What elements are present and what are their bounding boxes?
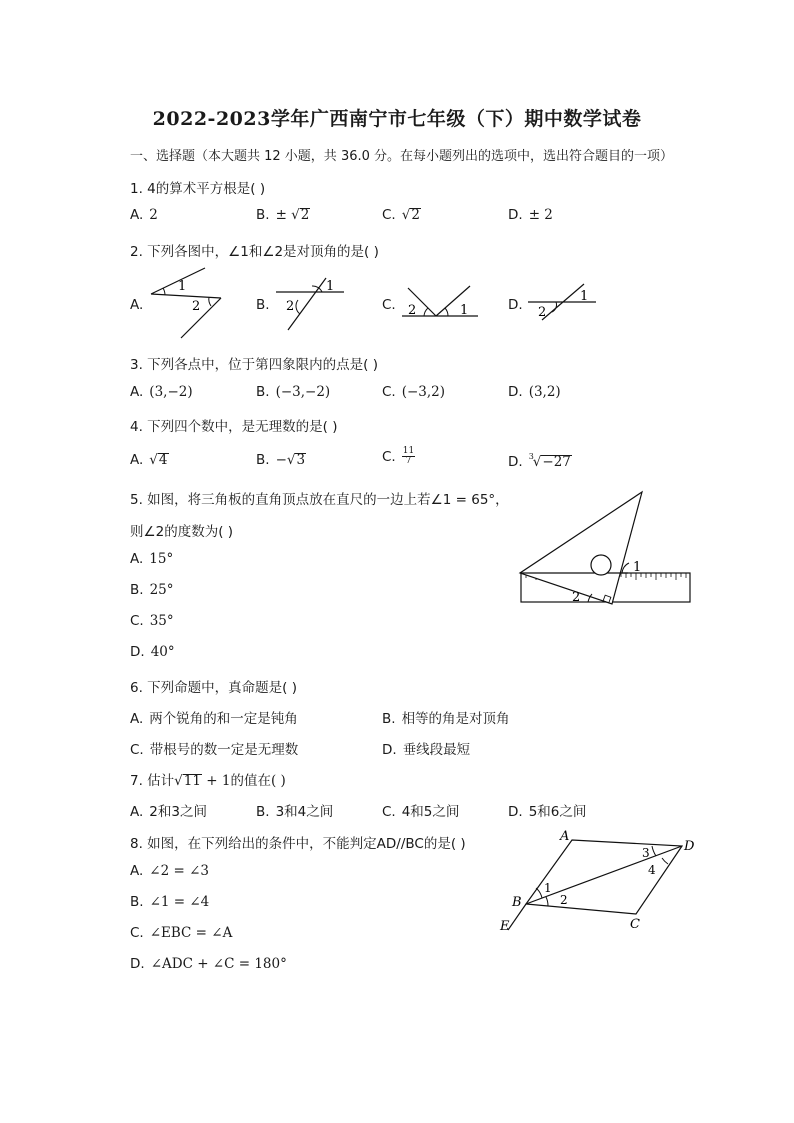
q2d-label-2: 2 — [538, 305, 547, 320]
q1-option-a[interactable]: A. 2 — [130, 207, 158, 223]
q2b-label-2: 2 — [286, 299, 295, 314]
q6-option-b[interactable]: B. 相等的角是对顶角 — [382, 711, 510, 727]
q4-option-d[interactable]: D. $^3$√−27 — [508, 452, 571, 470]
q2b-label-1: 1 — [326, 279, 335, 294]
q2c-label-1: 1 — [460, 303, 469, 318]
q8-option-b[interactable]: B. ∠1 = ∠4 — [130, 894, 210, 910]
q8-angle-4: 4 — [648, 863, 656, 877]
question-7-stem: 7. 估计√11 + 1的值在( ) — [130, 773, 286, 789]
q4-option-c[interactable]: C. $\frac{11}{7}$ — [382, 446, 415, 467]
diagonal-bd — [526, 846, 682, 904]
question-1-stem: 1. 4的算术平方根是( ) — [130, 181, 266, 197]
q3-option-b[interactable]: B. (−3,−2) — [256, 384, 331, 400]
set-square — [520, 492, 642, 604]
q2-figure-a — [145, 264, 230, 342]
set-square-hole — [591, 555, 611, 575]
q7-option-a[interactable]: A. 2和3之间 — [130, 804, 207, 820]
q8-vertex-e: E — [500, 919, 510, 934]
q6-option-a[interactable]: A. 两个锐角的和一定是钝角 — [130, 711, 298, 727]
q4-option-b[interactable]: B. −√3 — [256, 452, 306, 468]
q5-option-a[interactable]: A. 15° — [130, 551, 174, 567]
q7-option-d[interactable]: D. 5和6之间 — [508, 804, 587, 820]
fraction-11-7: $\frac{11}{7}$ — [402, 446, 415, 467]
question-5-stem: 5. 如图，将三角板的直角顶点放在直尺的一边上若∠1 = 65°， — [130, 492, 509, 508]
q2a-label-2: 2 — [192, 299, 201, 314]
q5-option-b[interactable]: B. 25° — [130, 582, 174, 598]
q8-vertex-d: D — [684, 839, 695, 854]
q6-option-c[interactable]: C. 带根号的数一定是无理数 — [130, 742, 299, 758]
q8-vertex-a: A — [560, 829, 570, 844]
q3-option-d[interactable]: D. (3,2) — [508, 384, 561, 400]
q2-option-b[interactable]: B. — [256, 297, 270, 313]
question-5-stem-line2: 则∠2的度数为( ) — [130, 524, 234, 540]
q8-vertex-c: C — [630, 917, 640, 932]
q5-option-c[interactable]: C. 35° — [130, 613, 174, 629]
q8-option-a[interactable]: A. ∠2 = ∠3 — [130, 863, 209, 879]
section-heading: 一、选择题（本大题共 12 小题，共 36.0 分。在每小题列出的选项中，选出符合题目的一项） — [130, 149, 674, 164]
q6-option-d[interactable]: D. 垂线段最短 — [382, 742, 471, 758]
q2-figure-b — [276, 274, 346, 334]
q2-option-d[interactable]: D. — [508, 297, 523, 313]
question-6-stem: 6. 下列命题中，真命题是( ) — [130, 680, 297, 696]
q2-figure-d — [528, 282, 600, 322]
q1-option-b[interactable]: B. ± √2 — [256, 207, 310, 223]
q5-figure-ruler-triangle — [518, 488, 694, 608]
q7-option-c[interactable]: C. 4和5之间 — [382, 804, 460, 820]
question-3-stem: 3. 下列各点中，位于第四象限内的点是( ) — [130, 357, 378, 373]
q5-option-d[interactable]: D. 40° — [130, 644, 175, 660]
q2a-label-1: 1 — [178, 279, 187, 294]
q1-option-c[interactable]: C. √2 — [382, 207, 420, 223]
question-2-stem: 2. 下列各图中，∠1和∠2是对顶角的是( ) — [130, 244, 379, 260]
question-4-stem: 4. 下列四个数中，是无理数的是( ) — [130, 419, 338, 435]
q2-option-c[interactable]: C. — [382, 297, 396, 313]
q8-angle-3: 3 — [642, 846, 650, 860]
q2c-label-2: 2 — [408, 303, 417, 318]
q1-option-d[interactable]: D. ± 2 — [508, 207, 553, 223]
q5-fig-label-2: 2 — [572, 590, 581, 605]
q7-option-b[interactable]: B. 3和4之间 — [256, 804, 334, 820]
q2d-label-1: 1 — [580, 289, 589, 304]
q8-angle-2: 2 — [560, 893, 568, 907]
q8-vertex-b: B — [512, 895, 522, 910]
q4-option-a[interactable]: A. √4 — [130, 452, 168, 468]
q8-option-d[interactable]: D. ∠ADC + ∠C = 180° — [130, 956, 287, 972]
q3-option-c[interactable]: C. (−3,2) — [382, 384, 446, 400]
q2-figure-c — [400, 282, 480, 322]
question-8-stem: 8. 如图，在下列给出的条件中，不能判定AD//BC的是( ) — [130, 836, 466, 852]
q2-option-a[interactable]: A. — [130, 297, 144, 313]
quadrilateral-abcd — [526, 840, 682, 914]
q5-fig-label-1: 1 — [633, 560, 642, 575]
page-title: 2022-2023学年广西南宁市七年级（下）期中数学试卷 — [152, 108, 642, 130]
q8-option-c[interactable]: C. ∠EBC = ∠A — [130, 925, 233, 941]
q8-angle-1: 1 — [544, 881, 552, 895]
q8-figure-quadrilateral — [496, 826, 696, 938]
q3-option-a[interactable]: A. (3,−2) — [130, 384, 193, 400]
